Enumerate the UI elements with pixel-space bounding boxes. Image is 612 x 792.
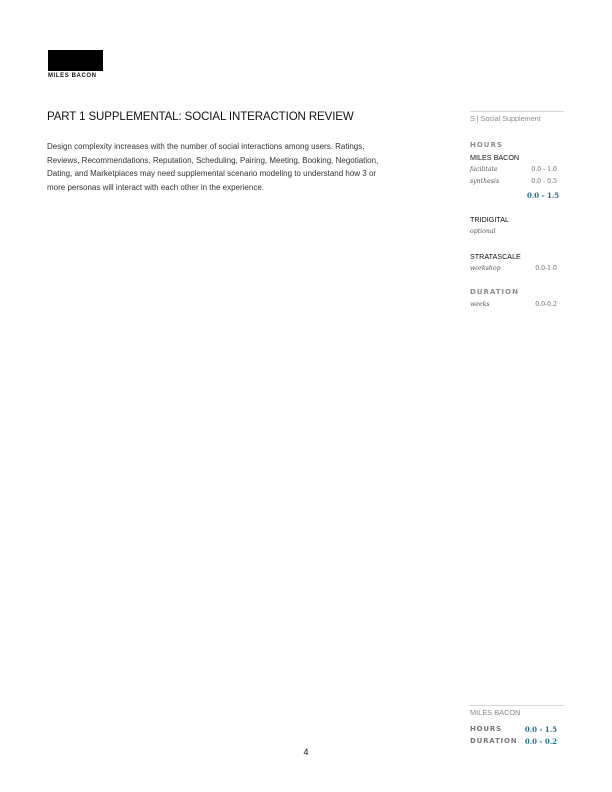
summary-divider [470,705,564,706]
row-value: 0.0-1.0 [535,265,557,272]
summary-hours-value: 0.0 - 1.5 [524,725,557,734]
hours-heading: HOURS [470,141,503,149]
vendor-tridigital: TRIDIGITAL [470,215,510,224]
logo-text: MILES BACON [48,73,97,79]
duration-heading: DURATION [470,288,519,296]
logo-mark [48,50,103,71]
vendor-stratascale: STRATASCALE [470,252,521,261]
body-paragraph: Design complexity increases with the number of social interactions among users. Ratings, Reviews, Recommendations, Reputation, Scheduling, Pairing, Meeting, Booking, Negotiation, Dating, and Marketplaces may need supplemental scenario modeling to understand how 3 or more personas will interact with each other in the experience. [47,142,379,192]
row-label: workshop [470,265,501,272]
page-title: PART 1 SUPPLEMENTAL: SOCIAL INTERACTION REVIEW [47,111,354,123]
summary-hours-label: HOURS [470,725,502,733]
summary-vendor: MILES BACON [470,708,521,717]
row-value: 0.0-0.2 [535,301,557,308]
tridigital-note: optional [470,228,496,235]
summary-duration-label: DURATION [470,737,518,745]
stratascale-row-workshop [470,265,557,272]
vendor-miles-bacon: MILES BACON [470,153,520,162]
duration-row-weeks [470,301,557,308]
section-tab: S | Social Supplement [470,111,564,123]
page-number: 4 [303,747,309,757]
summary-duration-row [470,737,557,745]
row-label: synthesis [470,178,500,185]
row-label: facilitate [470,166,498,173]
hours-total: 0.0 - 1.5 [527,191,560,200]
summary-hours-row [470,725,557,733]
row-value: 0.0 - 1.0 [531,166,557,173]
row-value: 0.0 - 0.5 [531,178,557,185]
row-label: weeks [470,301,490,308]
summary-duration-value: 0.0 - 0.2 [524,737,557,746]
hours-row-facilitate [470,166,557,173]
hours-row-synthesis [470,178,557,185]
